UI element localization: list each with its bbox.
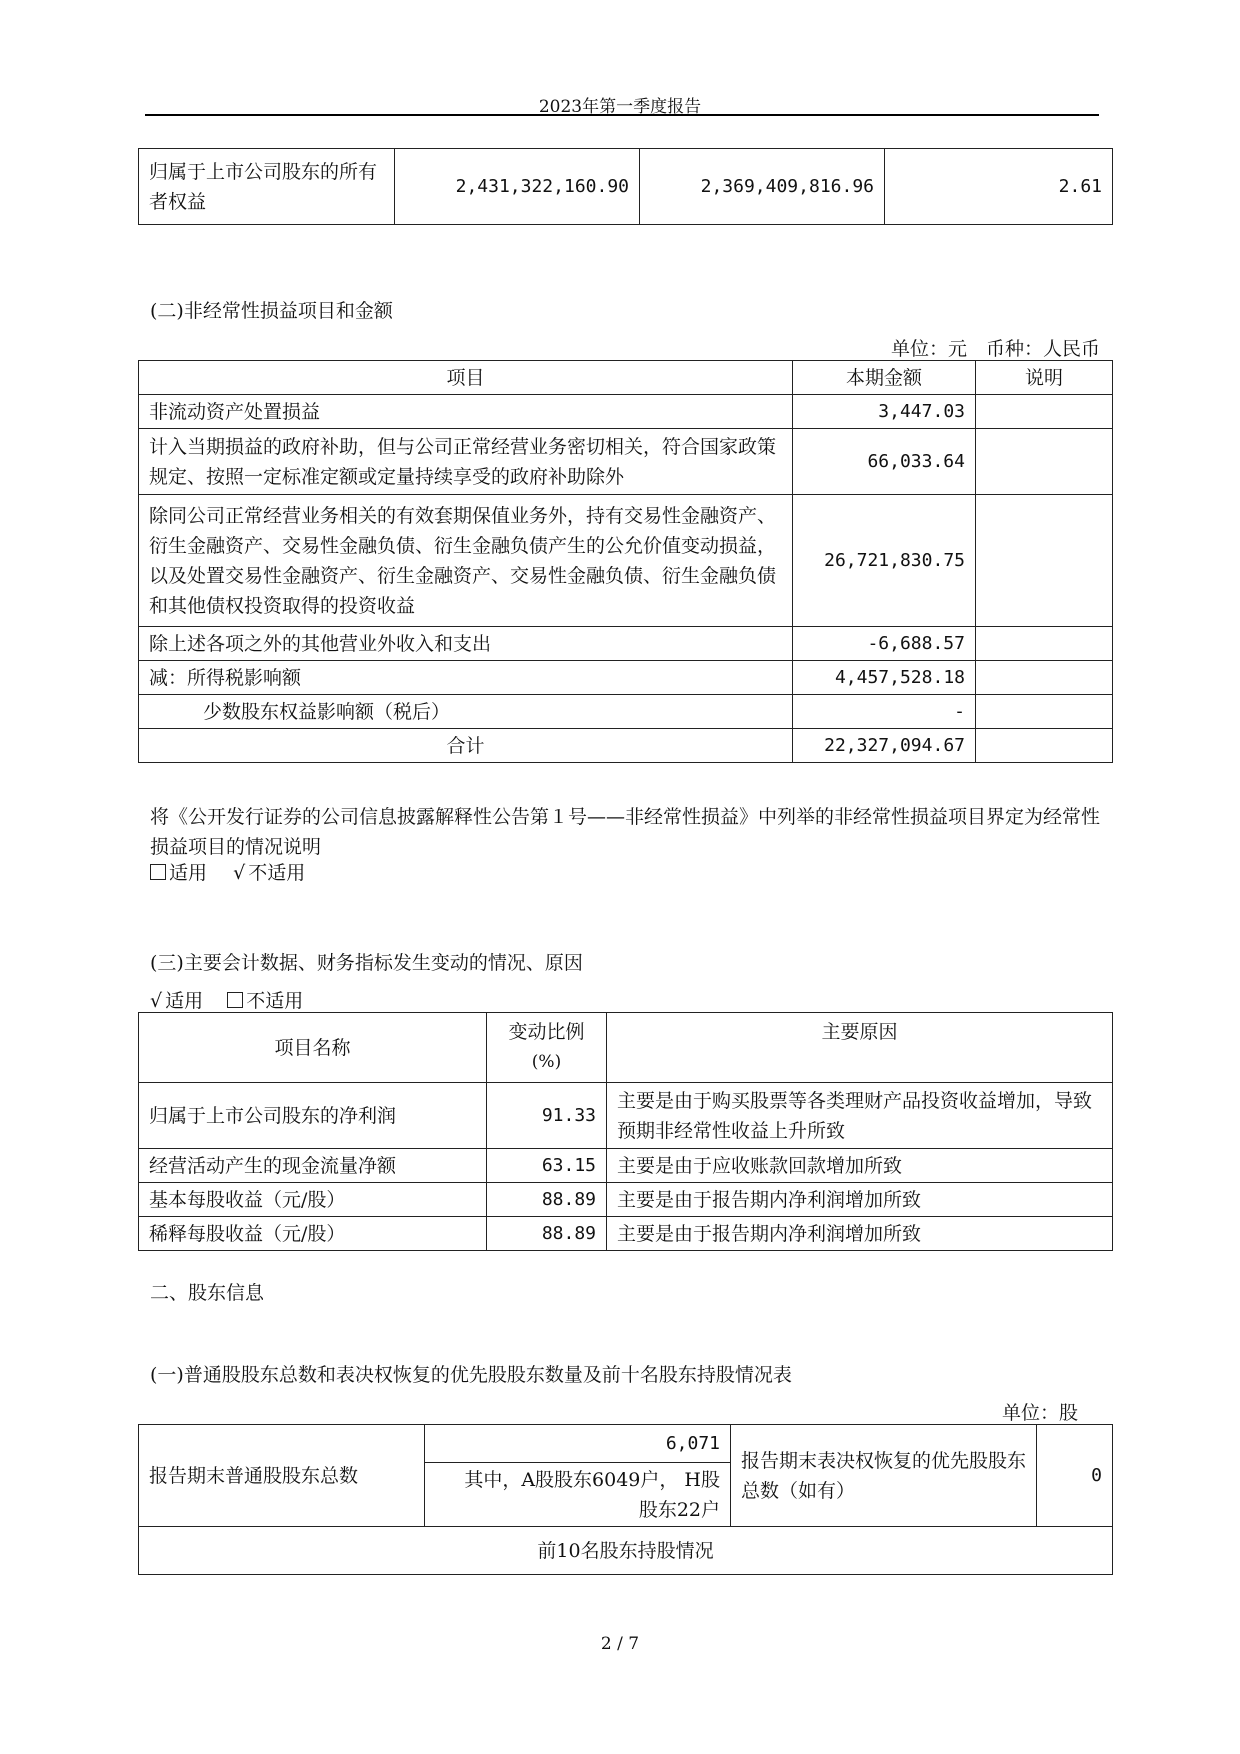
row-note xyxy=(976,729,1113,763)
row-ratio: 63.15 xyxy=(487,1149,607,1183)
row-name: 稀释每股收益（元/股） xyxy=(139,1217,487,1251)
table-row xyxy=(139,495,1113,627)
shareholders-table xyxy=(138,1424,1113,1575)
equity-table xyxy=(138,148,1113,225)
row-amount: 26,721,830.75 xyxy=(793,495,976,627)
equity-value-change: 2.61 xyxy=(885,149,1113,225)
header-reason: 主要原因 xyxy=(607,1013,1113,1083)
section3-title: (三)主要会计数据、财务指标发生变动的情况、原因 xyxy=(150,952,583,974)
header-ratio-unit: (%) xyxy=(531,1052,562,1072)
header-note: 说明 xyxy=(976,361,1113,395)
row-amount: 3,447.03 xyxy=(793,395,976,429)
header-divider xyxy=(145,114,1099,116)
preferred-shareholders-label: 报告期末表决权恢复的优先股股东总数（如有） xyxy=(731,1425,1037,1527)
row-note xyxy=(976,627,1113,661)
row-amount: 66,033.64 xyxy=(793,429,976,495)
row-amount: 4,457,528.18 xyxy=(793,661,976,695)
section2-applicability xyxy=(150,858,305,885)
header-change-ratio xyxy=(487,1013,607,1083)
checkmark-icon: √ xyxy=(150,990,163,1012)
shareholders-heading: 二、股东信息 xyxy=(150,1282,265,1304)
row-reason: 主要是由于购买股票等各类理财产品投资收益增加，导致预期非经常性收益上升所致 xyxy=(607,1083,1113,1149)
row-note xyxy=(976,495,1113,627)
row-ratio: 88.89 xyxy=(487,1217,607,1251)
applicable-label: 适用 xyxy=(165,990,204,1012)
table-row xyxy=(139,1083,1113,1149)
equity-value-current: 2,431,322,160.90 xyxy=(395,149,640,225)
row-note xyxy=(976,695,1113,729)
checkbox-unchecked-icon xyxy=(227,992,243,1008)
row-note xyxy=(976,661,1113,695)
row-name: 基本每股收益（元/股） xyxy=(139,1183,487,1217)
table-row-total xyxy=(139,729,1113,763)
row-name: 经营活动产生的现金流量净额 xyxy=(139,1149,487,1183)
checkmark-icon: √ xyxy=(233,862,246,884)
section2-explanation: 将《公开发行证券的公司信息披露解释性公告第１号——非经常性损益》中列举的非经常性损益项目界定为经常性损益项目的情况说明 xyxy=(150,806,1101,858)
row-amount: -6,688.57 xyxy=(793,627,976,661)
preferred-shareholders-value: 0 xyxy=(1037,1425,1113,1527)
row-item: 非流动资产处置损益 xyxy=(139,395,793,429)
row-name: 归属于上市公司股东的净利润 xyxy=(139,1083,487,1149)
table-row xyxy=(139,627,1113,661)
section2-title: (二)非经常性损益项目和金额 xyxy=(150,300,393,322)
row-item: 合计 xyxy=(139,729,793,763)
row-reason: 主要是由于报告期内净利润增加所致 xyxy=(607,1217,1113,1251)
section2-unit: 单位：元 币种：人民币 xyxy=(890,338,1100,360)
row-note xyxy=(976,395,1113,429)
change-table xyxy=(138,1012,1113,1251)
top10-shareholders-heading: 前10名股东持股情况 xyxy=(139,1527,1113,1575)
row-ratio: 91.33 xyxy=(487,1083,607,1149)
page-number: 2 / 7 xyxy=(600,1634,640,1654)
header-item-name: 项目名称 xyxy=(139,1013,487,1083)
row-amount: 22,327,094.67 xyxy=(793,729,976,763)
row-item: 除上述各项之外的其他营业外收入和支出 xyxy=(139,627,793,661)
row-reason: 主要是由于报告期内净利润增加所致 xyxy=(607,1183,1113,1217)
not-applicable-label: 不适用 xyxy=(248,862,306,884)
table-row xyxy=(139,1217,1113,1251)
shareholders-subtitle: (一)普通股股东总数和表决权恢复的优先股股东数量及前十名股东持股情况表 xyxy=(150,1364,792,1386)
row-item: 计入当期损益的政府补助，但与公司正常经营业务密切相关，符合国家政策规定、按照一定标准定额或定量持续享受的政府补助除外 xyxy=(139,429,793,495)
checkbox-unchecked-icon xyxy=(150,864,166,880)
applicable-label: 适用 xyxy=(169,862,208,884)
equity-value-prior: 2,369,409,816.96 xyxy=(640,149,885,225)
row-item: 除同公司正常经营业务相关的有效套期保值业务外，持有交易性金融资产、衍生金融资产、交易性金融负债、衍生金融负债产生的公允价值变动损益，以及处置交易性金融资产、衍生金融资产、交易性金融负债、衍生金融负债和其他债权投资取得的投资收益 xyxy=(139,495,793,627)
row-item: 少数股东权益影响额（税后） xyxy=(139,695,793,729)
table-row xyxy=(139,661,1113,695)
shareholders-breakdown: 其中，A股股东6049户， H股股东22户 xyxy=(425,1463,731,1527)
table-row xyxy=(139,395,1113,429)
table-row xyxy=(139,1183,1113,1217)
row-item: 减：所得税影响额 xyxy=(139,661,793,695)
total-shareholders-value: 6,071 xyxy=(425,1425,731,1463)
row-ratio: 88.89 xyxy=(487,1183,607,1217)
shareholders-unit: 单位：股 xyxy=(1001,1402,1078,1424)
not-applicable-label: 不适用 xyxy=(246,990,304,1012)
section3-applicability xyxy=(150,986,303,1013)
total-shareholders-label: 报告期末普通股股东总数 xyxy=(139,1425,425,1527)
equity-label: 归属于上市公司股东的所有者权益 xyxy=(139,149,395,225)
table-row xyxy=(139,1149,1113,1183)
header-amount: 本期金额 xyxy=(793,361,976,395)
header-ratio-label: 变动比例 xyxy=(508,1021,585,1043)
header-item: 项目 xyxy=(139,361,793,395)
row-amount: - xyxy=(793,695,976,729)
page-header-title: 2023年第一季度报告 xyxy=(538,97,702,117)
table-row xyxy=(139,695,1113,729)
row-note xyxy=(976,429,1113,495)
row-reason: 主要是由于应收账款回款增加所致 xyxy=(607,1149,1113,1183)
table-row xyxy=(139,429,1113,495)
nonrecurring-table xyxy=(138,360,1113,763)
